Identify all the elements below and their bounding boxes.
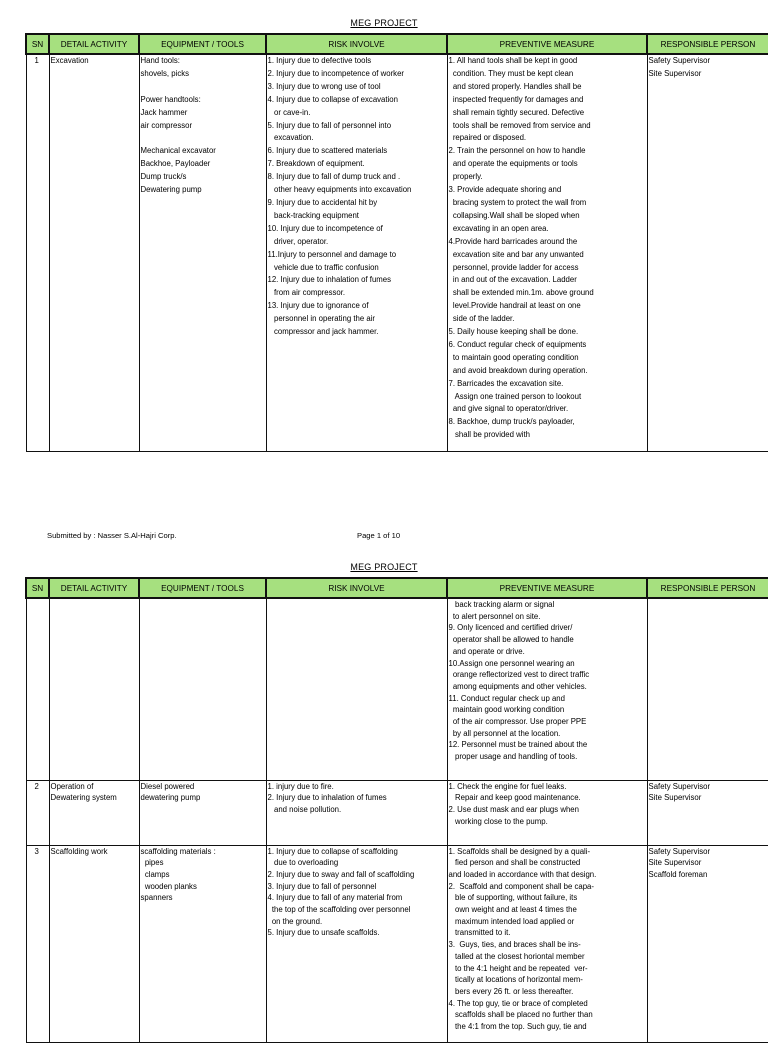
responsible-cell	[647, 54, 768, 447]
cell-line: and operate or drive.	[448, 646, 525, 656]
page-title: MEG PROJECT	[350, 562, 418, 572]
cell-line: vehicle due to traffic confusion	[267, 262, 379, 272]
cell-line: Site Supervisor	[648, 793, 702, 803]
responsible-cell	[647, 598, 768, 780]
cell-line: scaffolds shall be placed no further than	[448, 1010, 593, 1020]
cell-line: Site Supervisor	[648, 68, 702, 78]
risk-cell	[266, 845, 447, 1038]
cell-line: 1. Check the engine for fuel leaks.	[448, 781, 567, 791]
cell-line: maximum intended load applied or	[448, 916, 575, 926]
cell-line: own weight and at least 4 times the	[448, 905, 577, 915]
cell-line: to the 4:1 height and be repeated ver-	[448, 963, 588, 973]
sn-cell: 3	[26, 845, 49, 1038]
sn-cell	[26, 598, 49, 780]
cell-line: among equipments and other vehicles.	[448, 681, 587, 691]
cell-line: back tracking alarm or signal	[448, 600, 555, 609]
table-row	[26, 54, 768, 447]
cell-line: Safety Supervisor	[648, 846, 711, 856]
cell-line: operator shall be allowed to handle	[448, 635, 574, 645]
cell-line: of the air compressor. Use proper PPE	[448, 717, 587, 727]
cell-line: 4. Injury due to collapse of excavation	[267, 94, 398, 104]
measure-cell	[447, 54, 647, 447]
cell-line: talled at the closest horiontal member	[448, 951, 585, 961]
cell-line: 13. Injury due to ignorance of	[267, 301, 369, 311]
cell-line: back-tracking equipment	[267, 210, 359, 220]
sn-cell: 1	[26, 54, 49, 447]
cell-line: 2. Scaffold and component shall be capa-	[448, 881, 594, 891]
header-responsible-person: RESPONSIBLE PERSON	[647, 34, 768, 54]
risk-cell	[266, 598, 447, 780]
risk-table-page-2	[25, 577, 768, 1043]
cell-line: 2. Train the personnel on how to handle	[448, 146, 586, 156]
cell-line: 3. Injury due to wrong use of tool	[267, 81, 381, 91]
cell-line: Dewatering system	[50, 793, 117, 803]
cell-line: Mechanical excavator	[140, 146, 216, 156]
header-preventive-measure: PREVENTIVE MEASURE	[447, 34, 647, 54]
cell-line: working close to the pump.	[448, 816, 548, 826]
cell-line: 1. Scaffolds shall be designed by a quali-	[448, 846, 591, 856]
equipment-cell	[139, 780, 266, 845]
filler-cell	[266, 447, 447, 451]
cell-line: Repair and keep good maintenance.	[448, 793, 581, 803]
cell-line: Scaffold foreman	[648, 869, 708, 879]
cell-line: Diesel powered	[140, 781, 195, 791]
cell-line: 8. Backhoe, dump truck/s payloader,	[448, 417, 575, 427]
activity-cell	[49, 780, 139, 845]
cell-line: 11. Conduct regular check up and	[448, 693, 565, 703]
cell-line: 5. Injury due to fall of personnel into	[267, 120, 392, 130]
cell-line: Power handtools:	[140, 94, 201, 104]
responsible-cell	[647, 780, 768, 845]
cell-line: 2. Injury due to sway and fall of scaffolding	[267, 869, 415, 879]
cell-line: shall remain tightly secured. Defective	[448, 107, 585, 117]
cell-line: Assign one trained person to lookout	[448, 391, 582, 401]
cell-line: Site Supervisor	[648, 858, 702, 868]
cell-line: 7. Breakdown of equipment.	[267, 159, 365, 169]
cell-line: and avoid breakdown during operation.	[448, 365, 588, 375]
cell-line: air compressor	[140, 120, 193, 130]
header-risk-involve: RISK INVOLVE	[266, 34, 447, 54]
cell-line: 5. Daily house keeping shall be done.	[448, 327, 579, 337]
cell-line: 10. Injury due to incompetence of	[267, 223, 383, 233]
cell-line: 9. Injury due to accidental hit by	[267, 197, 378, 207]
equipment-cell	[139, 54, 266, 447]
activity-cell	[49, 845, 139, 1038]
cell-line: the 4:1 from the top. Such guy, tie and	[448, 1022, 587, 1032]
measure-cell	[447, 780, 647, 845]
cell-line: or cave-in.	[267, 107, 311, 117]
cell-line: collapsing.Wall shall be sloped when	[448, 210, 580, 220]
cell-line: 2. Injury due to inhalation of fumes	[267, 793, 387, 803]
cell-line: shall be provided with	[448, 430, 530, 440]
cell-line: side of the ladder.	[448, 314, 515, 324]
table-row	[26, 598, 768, 780]
cell-line: 1. Injury due to defective tools	[267, 56, 372, 65]
responsible-cell	[647, 845, 768, 1038]
cell-line: 12. Personnel must be trained about the	[448, 740, 588, 750]
risk-cell	[266, 780, 447, 845]
cell-line: Safety Supervisor	[648, 56, 711, 65]
cell-line: Backhoe, Payloader	[140, 159, 211, 169]
cell-line: 3. Provide adequate shoring and	[448, 185, 562, 195]
equipment-cell	[139, 845, 266, 1038]
header-responsible-person: RESPONSIBLE PERSON	[647, 578, 768, 598]
cell-line: excavating in an open area.	[448, 223, 549, 233]
cell-line: maintain good working condition	[448, 705, 565, 715]
header-risk-involve: RISK INVOLVE	[266, 578, 447, 598]
risk-table-page-1	[25, 33, 768, 452]
cell-line: and stored properly. Handles shall be	[448, 81, 582, 91]
page-title: MEG PROJECT	[350, 18, 418, 28]
table-row	[26, 780, 768, 845]
cell-line: 1. All hand tools shall be kept in good	[448, 56, 578, 65]
cell-line: on the ground.	[267, 916, 323, 926]
activity-cell	[49, 54, 139, 447]
measure-cell	[447, 845, 647, 1038]
cell-line: spanners	[140, 893, 173, 903]
cell-line: 10.Assign one personnel wearing an	[448, 658, 575, 668]
cell-line: 4. The top guy, tie or brace of completed	[448, 998, 588, 1008]
equipment-cell	[139, 598, 266, 780]
table-body	[26, 598, 768, 1042]
header-row	[26, 578, 768, 598]
cell-line: pipes	[140, 858, 164, 868]
cell-line: properly.	[448, 172, 483, 182]
table-row	[26, 845, 768, 1038]
cell-line: to maintain good operating condition	[448, 352, 579, 362]
header-equipment-tools: EQUIPMENT / TOOLS	[139, 34, 266, 54]
cell-line: Excavation	[50, 56, 89, 65]
cell-line: scaffolding materials :	[140, 846, 216, 856]
sn-cell: 2	[26, 780, 49, 845]
cell-line: bracing system to protect the wall from	[448, 197, 587, 207]
cell-line: ble of supporting, without failure, its	[448, 893, 578, 903]
filler-cell	[26, 447, 49, 451]
page-number: Page 1 of 10	[357, 531, 401, 540]
cell-line: orange reflectorized vest to direct traffic	[448, 670, 590, 680]
cell-line: in and out of the excavation. Ladder	[448, 275, 577, 285]
filler-cell	[647, 447, 768, 451]
cell-line	[141, 132, 265, 145]
cell-line: 12. Injury due to inhalation of fumes	[267, 275, 392, 285]
cell-line: dewatering pump	[140, 793, 201, 803]
cell-line: tically at locations of horizontal mem-	[448, 975, 583, 985]
cell-line: 6. Conduct regular check of equipments	[448, 339, 587, 349]
filler-cell	[447, 1038, 647, 1042]
cell-line: Dewatering pump	[140, 185, 202, 195]
cell-line: Safety Supervisor	[648, 781, 711, 791]
filler-cell	[49, 447, 139, 451]
cell-line: Dump truck/s	[140, 172, 187, 182]
cell-line: the top of the scaffolding over personnel	[267, 905, 411, 915]
cell-line: excavation site and bar any unwanted	[448, 249, 584, 259]
cell-line: personnel, provide ladder for access	[448, 262, 579, 272]
cell-line: 2. Injury due to incompetence of worker	[267, 68, 405, 78]
activity-cell	[49, 598, 139, 780]
cell-line: fied person and shall be constructed	[448, 858, 581, 868]
table-filler-row	[26, 1038, 768, 1042]
cell-line: level.Provide handrail at least on one	[448, 301, 581, 311]
cell-line: 6. Injury due to scattered materials	[267, 146, 388, 156]
cell-line	[141, 81, 265, 94]
risk-cell	[266, 54, 447, 447]
filler-cell	[26, 1038, 49, 1042]
cell-line: by all personnel at the location.	[448, 728, 561, 738]
cell-line: shall be extended min.1m. above ground	[448, 288, 594, 298]
filler-cell	[647, 1038, 768, 1042]
cell-line: inspected frequently for damages and	[448, 94, 584, 104]
cell-line: 11.Injury to personnel and damage to	[267, 249, 397, 259]
cell-line: 4. Injury due to fall of any material from	[267, 893, 403, 903]
cell-line: and operate the equipments or tools	[448, 159, 578, 169]
cell-line: 1. injury due to fire.	[267, 781, 334, 791]
filler-cell	[139, 1038, 266, 1042]
cell-line: 1. Injury due to collapse of scaffolding	[267, 846, 398, 856]
cell-line: to alert personnel on site.	[448, 611, 541, 621]
header-equipment-tools: EQUIPMENT / TOOLS	[139, 578, 266, 598]
measure-cell	[447, 598, 647, 780]
submitted-by: Submitted by : Nasser S.Al-Hajri Corp.	[47, 531, 177, 540]
cell-line: and give signal to operator/driver.	[448, 404, 569, 414]
table-body	[26, 54, 768, 451]
cell-line: driver, operator.	[267, 236, 329, 246]
header-preventive-measure: PREVENTIVE MEASURE	[447, 578, 647, 598]
cell-line: and noise pollution.	[267, 804, 342, 814]
cell-line: transmitted to it.	[448, 928, 511, 938]
cell-line: Hand tools:	[140, 56, 180, 65]
cell-line: compressor and jack hammer.	[267, 327, 379, 337]
cell-line: other heavy equipments into excavation	[267, 185, 412, 195]
cell-line: 4.Provide hard barricades around the	[448, 236, 578, 246]
cell-line: 3. Injury due to fall of personnel	[267, 881, 377, 891]
cell-line: 8. Injury due to fall of dump truck and .	[267, 172, 401, 182]
header-row	[26, 34, 768, 54]
cell-line: tools shall be removed from service and	[448, 120, 591, 130]
cell-line: proper usage and handling of tools.	[448, 752, 578, 762]
cell-line: shovels, picks	[140, 68, 190, 78]
header-sn: SN	[26, 578, 49, 598]
header-detail-activity: DETAIL ACTIVITY	[49, 578, 139, 598]
cell-line: repaired or disposed.	[448, 133, 527, 143]
cell-line: bers every 26 ft. or less thereafter.	[448, 986, 574, 996]
cell-line: Operation of	[50, 781, 94, 791]
cell-line: from air compressor.	[267, 288, 346, 298]
cell-line: 5. Injury due to unsafe scaffolds.	[267, 928, 380, 938]
header-detail-activity: DETAIL ACTIVITY	[49, 34, 139, 54]
cell-line: due to overloading	[267, 858, 339, 868]
cell-line: 2. Use dust mask and ear plugs when	[448, 804, 579, 814]
cell-line: clamps	[140, 869, 170, 879]
filler-cell	[49, 1038, 139, 1042]
cell-line: 9. Only licenced and certified driver/	[448, 623, 573, 633]
filler-cell	[139, 447, 266, 451]
header-sn: SN	[26, 34, 49, 54]
table-filler-row	[26, 447, 768, 451]
cell-line: 3. Guys, ties, and braces shall be ins-	[448, 940, 581, 950]
cell-line: Jack hammer	[140, 107, 188, 117]
cell-line: and loaded in accordance with that design.	[448, 869, 597, 879]
cell-line: 7. Barricades the excavation site.	[448, 378, 564, 388]
cell-line: Scaffolding work	[50, 846, 108, 856]
filler-cell	[266, 1038, 447, 1042]
cell-line: condition. They must be kept clean	[448, 68, 574, 78]
cell-line: personnel in operating the air	[267, 314, 375, 324]
cell-line: excavation.	[267, 133, 314, 143]
cell-line: wooden planks	[140, 881, 197, 891]
filler-cell	[447, 447, 647, 451]
